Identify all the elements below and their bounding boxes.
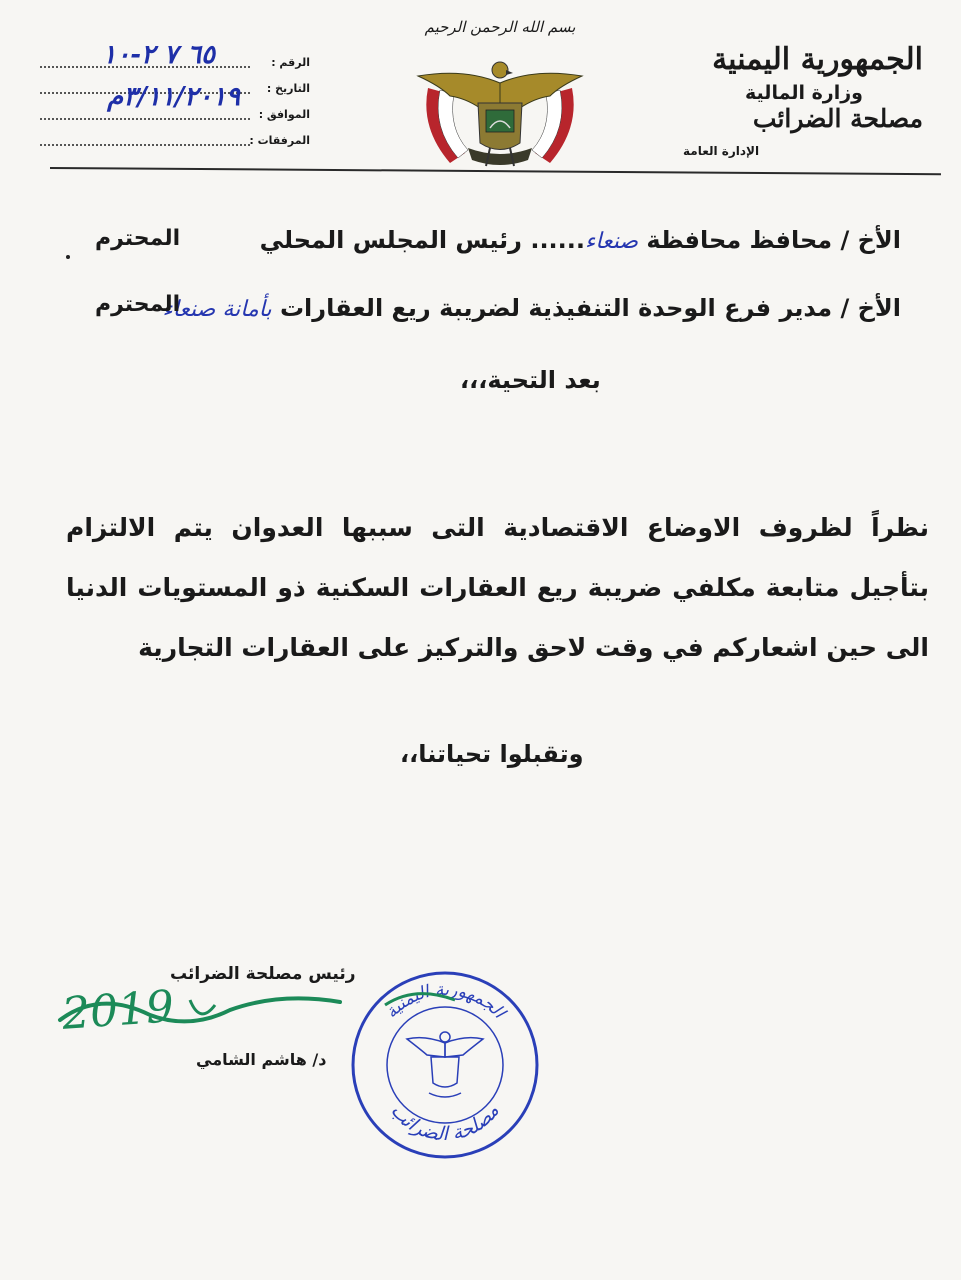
addressee-1-handwritten: صنعاء xyxy=(585,229,639,254)
addressee-1-prefix: الأخ / محافظ محافظة xyxy=(646,226,901,254)
department-name: الإدارة العامة xyxy=(683,144,760,158)
addressee-line-2 xyxy=(162,294,901,322)
closing-line: وتقبلوا تحياتنا،، xyxy=(400,740,584,768)
signatory-name: د/ هاشم الشامي xyxy=(196,1050,327,1069)
ministry-name: وزارة المالية xyxy=(745,82,863,104)
official-stamp-icon xyxy=(345,965,545,1165)
letter-body: نظراً لظروف الاوضاع الاقتصادية التى سببها العدوان يتم الالتزام بتأجيل متابعة مكلفي ضريبة ريع العقارات السكنية ذو المستويات الدنيا الى حين اشعاركم في وقت لاحق والتركيز على العقارات التجارية xyxy=(66,513,929,662)
stamp-bottom-text: مصلحة الضرائب xyxy=(386,1099,504,1145)
signatory-title: رئيس مصلحة الضرائب xyxy=(170,964,356,984)
reference-fields xyxy=(40,40,310,154)
authority-name: مصلحة الضرائب xyxy=(752,104,923,133)
honorific-2: المحترم xyxy=(95,292,181,317)
attachments-field xyxy=(40,128,310,154)
addressee-2-handwritten: بأمانة صنعاء xyxy=(162,297,272,322)
republic-name: الجمهورية اليمنية xyxy=(712,42,923,77)
addressee-2-prefix: الأخ / مدير فرع الوحدة التنفيذية لضريبة ريع العقارات xyxy=(279,294,901,322)
stamp-top-text: الجمهورية اليمنية xyxy=(381,979,509,1023)
emblem-block xyxy=(410,18,590,168)
date-label: التاريخ : xyxy=(266,82,310,95)
letterhead xyxy=(683,42,923,158)
number-value: ٦٥ ٧ ٢-١٠ xyxy=(102,40,215,70)
signature-year: 2019 xyxy=(60,981,176,1040)
greeting: بعد التحية،،، xyxy=(460,366,601,394)
attachments-label: المرفقات : xyxy=(249,134,310,147)
number-label: الرقم : xyxy=(271,56,310,69)
basmala: بسم الله الرحمن الرحيم xyxy=(424,18,576,36)
addressee-1-suffix: ...... رئيس المجلس المحلي xyxy=(259,226,586,254)
number-field xyxy=(40,40,310,76)
corresponding-label: الموافق : xyxy=(258,108,310,121)
honorific-1: المحترم xyxy=(95,226,181,251)
eagle-emblem-icon xyxy=(410,48,590,173)
addressee-line-1 xyxy=(260,226,901,254)
ink-dot xyxy=(66,255,70,259)
corresponding-value: ٣/١١/٢٠١٩م xyxy=(107,82,240,112)
